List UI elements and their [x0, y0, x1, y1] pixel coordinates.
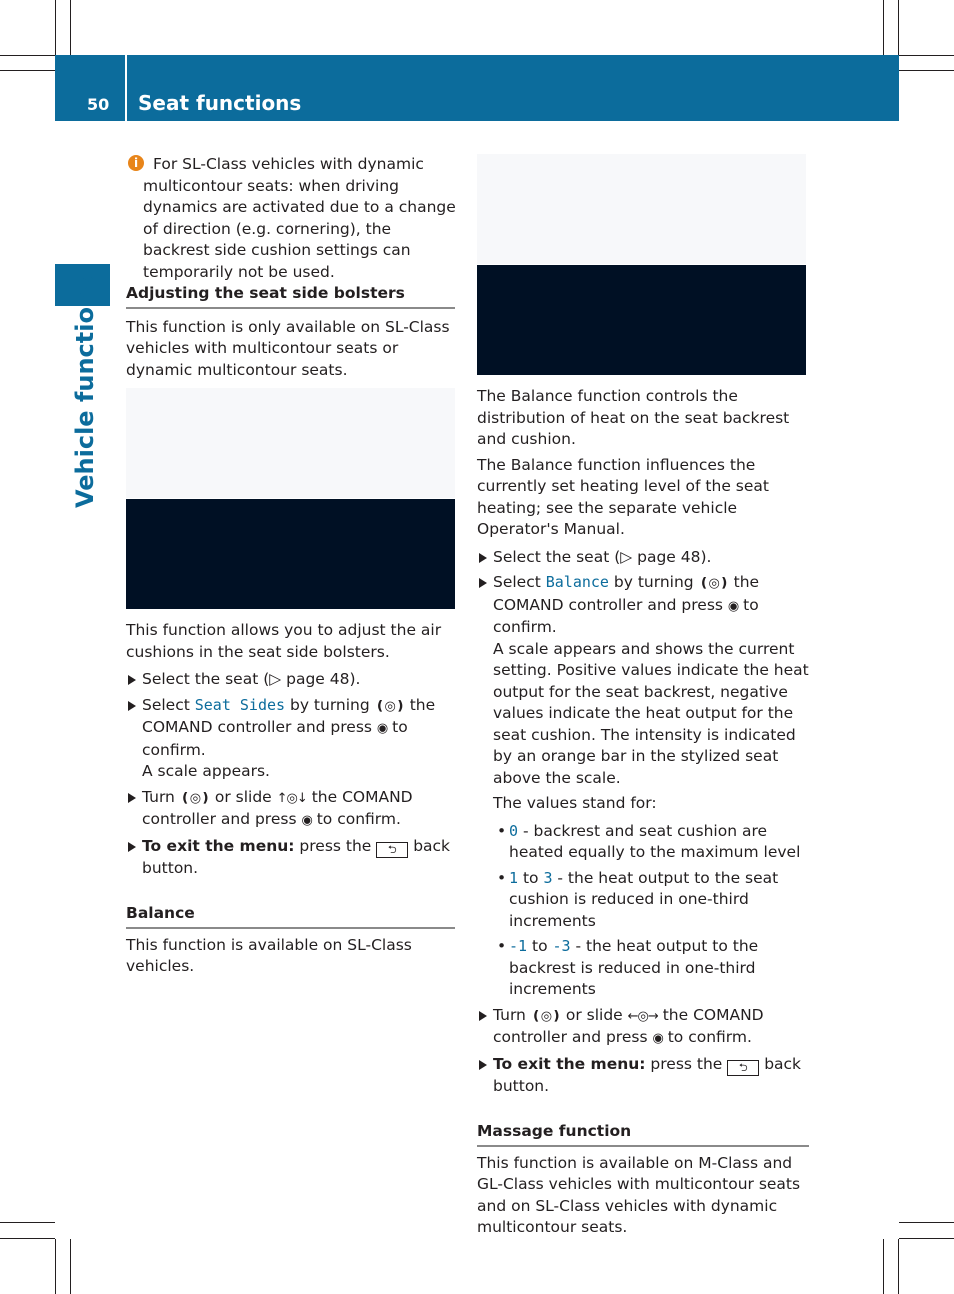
step-text: back button.	[142, 836, 451, 877]
step-arrow-icon	[479, 578, 487, 588]
step-text: or slide	[560, 1005, 628, 1024]
step-text: by turning	[608, 573, 699, 591]
step	[126, 787, 455, 832]
heading-massage-function: Massage function	[477, 1121, 809, 1147]
step-arrow-icon	[479, 1060, 487, 1070]
step-arrow-icon	[128, 793, 136, 803]
value-code: 1	[509, 868, 519, 887]
turn-controller-icon: ❪◎❫	[374, 698, 405, 714]
step-text: the COMAND controller and press	[142, 787, 413, 828]
step-text: to confirm.	[311, 810, 401, 828]
list-item	[493, 936, 809, 1001]
step-text: the COMAND controller and press	[142, 695, 436, 736]
turn-controller-icon: ❪◎❫	[698, 576, 729, 591]
left-column	[126, 283, 455, 381]
step-text: to confirm.	[662, 1028, 752, 1046]
step	[126, 695, 455, 783]
crop-mark	[0, 55, 55, 56]
crop-mark	[70, 0, 71, 55]
step-label: To exit the menu:	[142, 836, 295, 855]
crop-mark	[898, 0, 899, 55]
press-controller-icon: ◉	[652, 1031, 663, 1046]
step-text: Select the seat (▷ page 48).	[493, 547, 712, 566]
bullet-text: - the heat output to the backrest is reduced in one-third increments	[509, 937, 759, 998]
page-header	[55, 55, 899, 121]
step-arrow-icon	[128, 675, 136, 685]
step-text: press the	[645, 1054, 728, 1073]
crop-mark	[55, 0, 56, 55]
step-arrow-icon	[479, 553, 487, 563]
crop-mark	[899, 1222, 954, 1223]
press-controller-icon: ◉	[727, 598, 739, 614]
bullet-text: - backrest and seat cushion are heated equally to the maximum level	[509, 821, 801, 861]
step	[477, 572, 809, 1001]
comand-display-image	[126, 499, 455, 609]
crop-mark	[899, 1238, 954, 1239]
heading-seat-side-bolsters: Adjusting the seat side bolsters	[126, 283, 455, 309]
step-result: A scale appears.	[142, 762, 270, 780]
step-arrow-icon	[128, 701, 136, 711]
section-title: Seat functions	[138, 91, 302, 115]
crop-mark	[55, 1239, 56, 1294]
crop-mark	[883, 0, 884, 55]
menu-item-code: Balance	[545, 573, 609, 591]
step	[126, 836, 455, 880]
step-arrow-icon	[479, 1011, 487, 1021]
step-text: Turn	[493, 1005, 531, 1024]
step-text: to confirm.	[493, 595, 759, 636]
bullet-text: to	[518, 868, 544, 887]
step-result: A scale appears and shows the current setting. Positive values indicate the heat output for the seat backrest, negative values indicate the heat output for the seat cushion. The intensity is indicated by an orange bar in the stylized seat above the scale.	[493, 639, 809, 787]
step	[477, 1005, 809, 1050]
paragraph: The Balance function influences the currently set heating level of the seat heating; see the separate vehicle Operator's Manual.	[477, 455, 769, 538]
list-item	[493, 868, 809, 933]
turn-controller-icon: ❪◎❫	[179, 790, 210, 806]
paragraph: The Balance function controls the distribution of heat on the seat backrest and cushion.	[477, 387, 790, 448]
value-code: -3	[552, 937, 571, 955]
crop-mark	[899, 55, 954, 56]
back-button-icon: ⮌	[376, 842, 408, 858]
info-note	[143, 154, 458, 283]
step-text: Select	[142, 695, 195, 714]
side-chapter-label: Vehicle functions	[71, 275, 99, 508]
bullet-text: to	[527, 937, 553, 955]
list-item	[493, 821, 809, 864]
bullet-dot: •	[497, 937, 507, 955]
press-controller-icon: ◉	[376, 721, 388, 736]
crop-mark	[0, 1222, 55, 1223]
right-column	[477, 386, 809, 1239]
slide-controller-icon: ←◎→	[627, 1008, 658, 1024]
step	[477, 547, 809, 569]
screen-image-ghost	[477, 154, 806, 264]
crop-mark	[0, 70, 55, 71]
step-text: the COMAND controller and press	[493, 573, 760, 614]
back-button-icon: ⮌	[727, 1060, 759, 1076]
step-text: back button.	[493, 1054, 802, 1095]
value-code: -1	[509, 937, 528, 955]
step-text: Select	[493, 573, 546, 591]
crop-mark	[899, 70, 954, 71]
values-intro: The values stand for:	[493, 794, 657, 812]
paragraph: This function is available on M-Class and GL-Class vehicles with multicontour seats and on SL-Class vehicles with dynamic multicontour seats.	[477, 1153, 801, 1236]
menu-item-code: Seat Sides	[194, 695, 286, 714]
step	[477, 1054, 809, 1098]
crop-mark	[883, 1239, 884, 1294]
press-controller-icon: ◉	[301, 813, 312, 828]
bullet-dot: •	[497, 821, 507, 840]
step-text: Select the seat (▷ page 48).	[142, 670, 361, 688]
value-code: 0	[509, 821, 519, 840]
info-text: For SL-Class vehicles with dynamic multicontour seats: when driving dynamics are activated due to a change of direction (e.g. cornering), the backrest side cushion settings can temporarily not be used.	[143, 155, 456, 281]
paragraph: This function is available on SL-Class vehicles.	[126, 935, 412, 975]
page-number: 50	[87, 95, 110, 114]
info-icon: i	[128, 155, 144, 171]
step-arrow-icon	[128, 842, 136, 852]
bullet-text: - the heat output to the seat cushion is reduced in one-third increments	[509, 868, 779, 930]
paragraph: This function is only available on SL-Class vehicles with multicontour seats or dynamic multicontour seats.	[126, 317, 450, 379]
step-text: press the	[294, 836, 377, 855]
step-text: the COMAND controller and press	[493, 1005, 764, 1046]
step-text: or slide	[209, 787, 277, 806]
step	[126, 669, 455, 691]
turn-controller-icon: ❪◎❫	[530, 1008, 561, 1024]
step-text: Turn	[142, 787, 180, 806]
crop-mark	[70, 1239, 71, 1294]
step-label: To exit the menu:	[493, 1054, 646, 1073]
crop-mark	[898, 1239, 899, 1294]
value-code: 3	[543, 868, 553, 887]
step-text: by turning	[285, 695, 375, 714]
crop-mark	[0, 1238, 55, 1239]
paragraph: This function allows you to adjust the air cushions in the seat side bolsters.	[126, 621, 442, 661]
step-text: to confirm.	[142, 718, 408, 759]
bullet-dot: •	[497, 868, 507, 887]
header-divider	[125, 55, 127, 121]
left-column-lower	[126, 620, 455, 978]
screen-image-ghost	[126, 388, 455, 498]
slide-controller-icon: ↑◎↓	[276, 790, 307, 806]
comand-display-image	[477, 265, 806, 375]
heading-balance: Balance	[126, 903, 455, 929]
